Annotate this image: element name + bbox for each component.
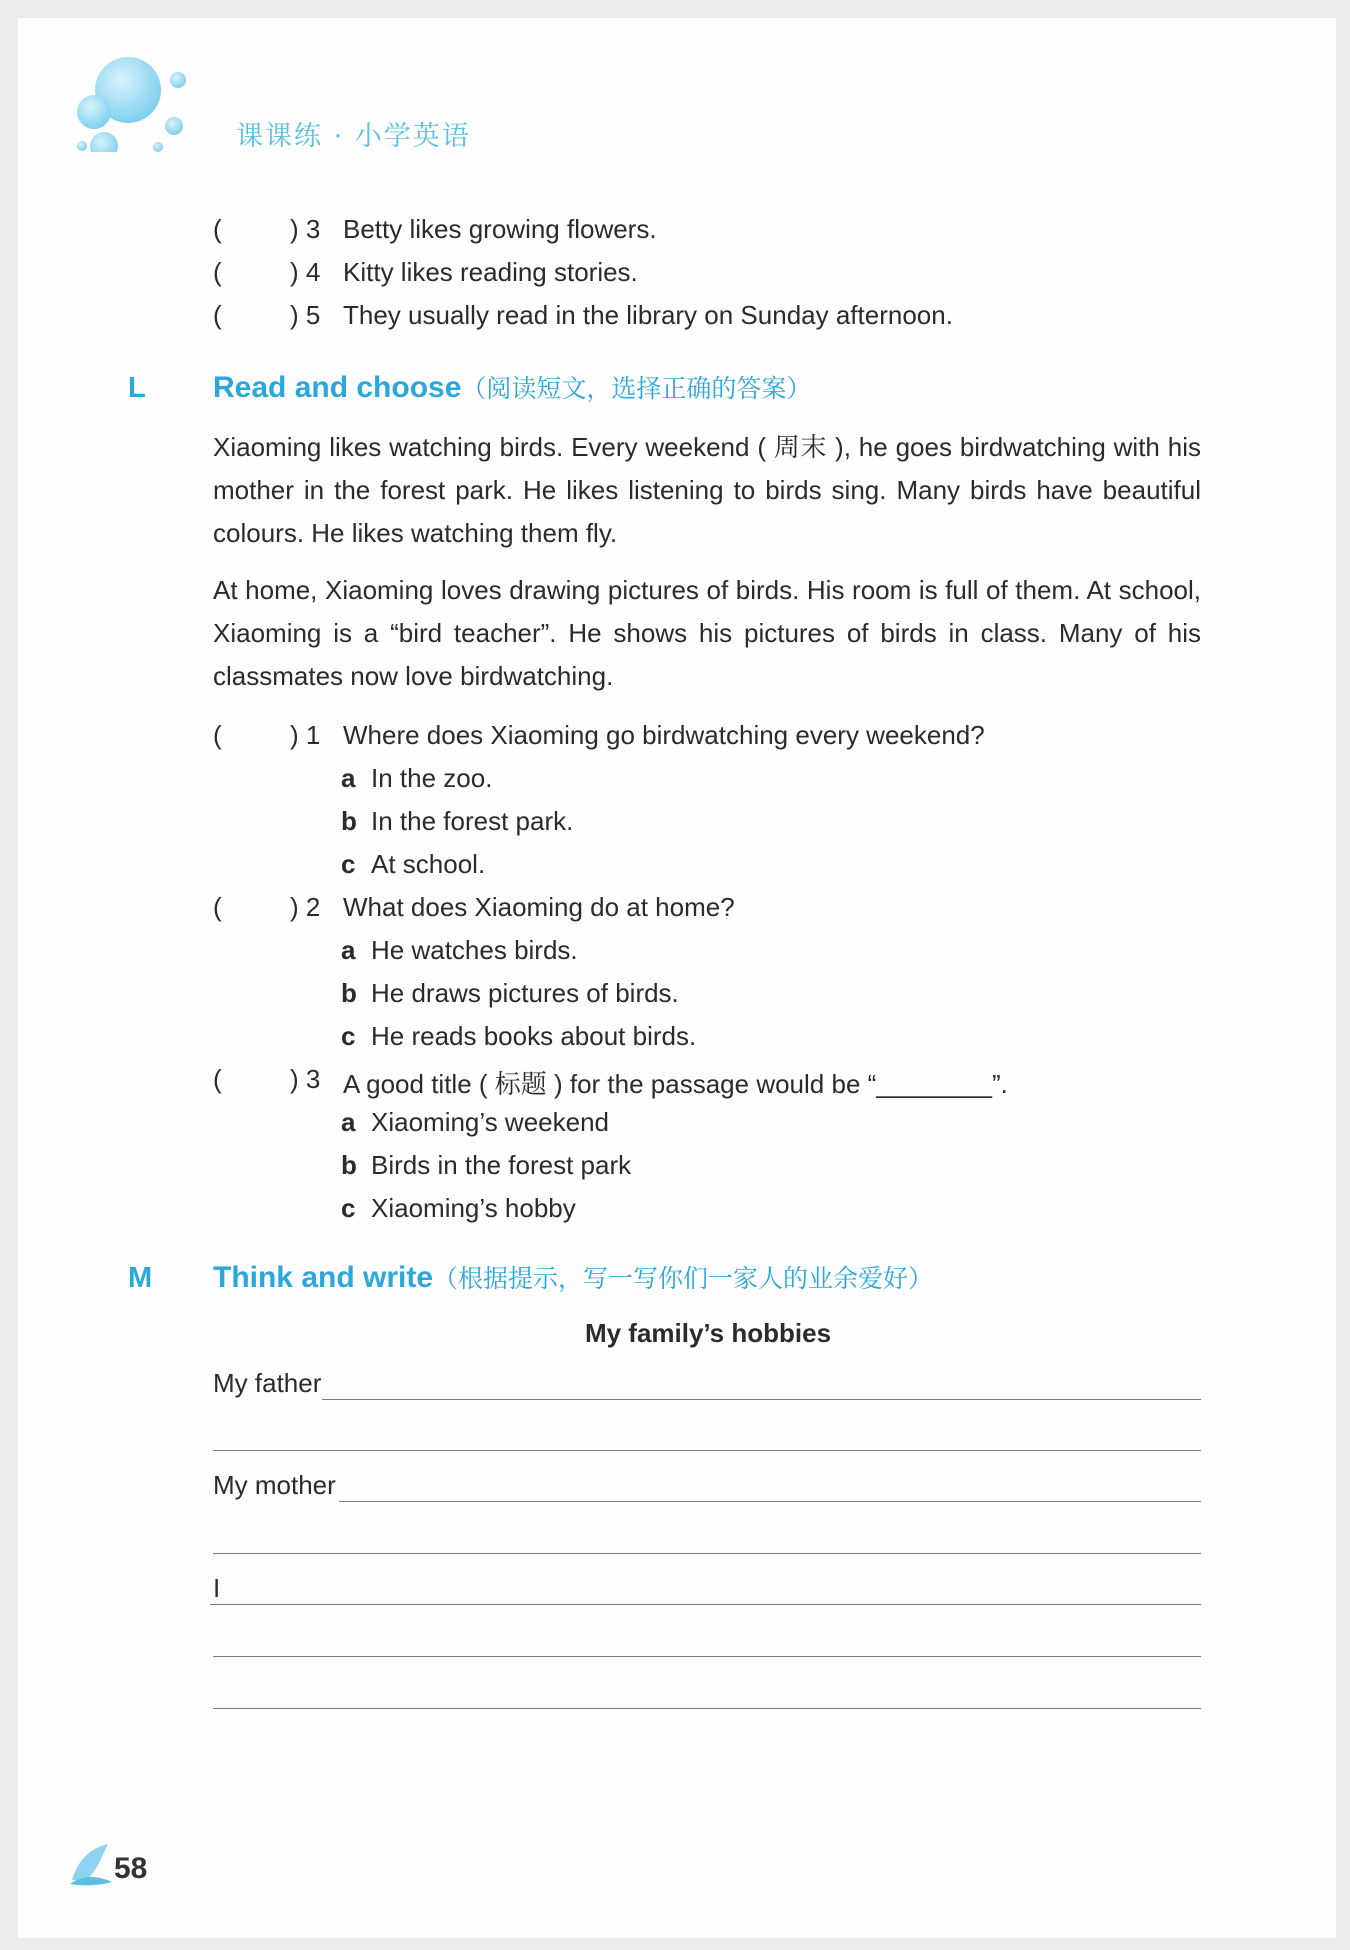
writing-title — [18, 1318, 1336, 1349]
question-text: What does Xiaoming do at home? — [343, 892, 735, 922]
question-number: ) 5 — [290, 300, 321, 330]
answer-bracket-open[interactable]: ( — [213, 257, 222, 287]
answer-bracket-open[interactable]: ( — [213, 214, 222, 244]
option-text: Xiaoming’s weekend — [371, 1107, 609, 1137]
page-number: 58 — [114, 1852, 148, 1885]
passage-paragraph-2: At home, Xiaoming loves drawing pictures of birds. His room is full of them. At school, Xiaoming is a “bird teacher”. He shows his pictures of birds in class. Many of his classmates now love birdwatching. — [213, 575, 1201, 691]
option-item[interactable] — [341, 1150, 631, 1181]
answer-bracket-open[interactable]: ( — [213, 720, 222, 750]
section-l-title-en: Read and choose — [213, 371, 462, 404]
section-l-title-cn: （阅读短文，选择正确的答案） — [461, 374, 812, 403]
option-item[interactable] — [341, 978, 679, 1009]
writing-line-father[interactable] — [322, 1399, 1201, 1400]
writing-title-text: My family’s hobbies — [584, 1318, 832, 1348]
section-letter-l: L — [128, 372, 146, 404]
option-text: Birds in the forest park — [371, 1150, 632, 1180]
question-number: ) 4 — [290, 257, 321, 287]
option-item[interactable] — [341, 1107, 609, 1138]
option-key: b — [341, 978, 357, 1008]
writing-line-i[interactable] — [210, 1604, 1201, 1605]
prompt-father: My father — [213, 1368, 322, 1398]
option-key: b — [341, 806, 357, 836]
option-key: c — [341, 849, 356, 879]
question-text: A good title ( 标题 ) for the passage would be “________”. — [343, 1069, 1008, 1099]
option-text: Xiaoming’s hobby — [371, 1193, 576, 1223]
section-m-title-cn: （根据提示，写一写你们一家人的业余爱好） — [433, 1264, 934, 1293]
statement-text: Kitty likes reading stories. — [343, 257, 638, 287]
statement-text: Betty likes growing flowers. — [343, 214, 657, 244]
question-number: ) 1 — [290, 720, 321, 750]
option-item[interactable] — [341, 849, 485, 880]
option-key: c — [341, 1193, 356, 1223]
answer-bracket-open[interactable]: ( — [213, 892, 222, 922]
option-key: c — [341, 1021, 356, 1051]
answer-bracket-open[interactable]: ( — [213, 300, 222, 330]
statement-text: They usually read in the library on Sunday afternoon. — [343, 300, 953, 330]
writing-line[interactable] — [213, 1708, 1201, 1709]
option-text: In the forest park. — [371, 806, 574, 836]
writing-line[interactable] — [213, 1656, 1201, 1657]
option-item[interactable] — [341, 1193, 576, 1224]
option-text: He draws pictures of birds. — [371, 978, 679, 1008]
leaf-decoration-icon — [68, 1840, 114, 1886]
option-text: He watches birds. — [371, 935, 578, 965]
writing-line[interactable] — [213, 1553, 1201, 1554]
question-number: ) 3 — [290, 214, 321, 244]
option-key: a — [341, 763, 356, 793]
section-letter-m: M — [128, 1262, 153, 1294]
bubbles-decoration-icon — [70, 52, 200, 152]
prompt-i: I — [213, 1573, 221, 1603]
question-number: ) 3 — [290, 1064, 321, 1094]
section-m-title — [213, 1259, 933, 1295]
answer-bracket-open[interactable]: ( — [213, 1064, 222, 1094]
workbook-page — [18, 18, 1336, 1938]
option-item[interactable] — [341, 1021, 696, 1052]
question-text: Where does Xiaoming go birdwatching every weekend? — [343, 720, 985, 750]
option-key: a — [341, 935, 356, 965]
question-number: ) 2 — [290, 892, 321, 922]
option-key: b — [341, 1150, 357, 1180]
option-key: a — [341, 1107, 356, 1137]
section-l-title — [213, 369, 811, 405]
writing-line-mother[interactable] — [339, 1501, 1201, 1502]
prompt-mother: My mother — [213, 1470, 336, 1500]
option-item[interactable] — [341, 763, 492, 794]
option-text: At school. — [371, 849, 486, 879]
book-series-title: 课课练 · 小学英语 — [236, 121, 471, 152]
writing-line[interactable] — [213, 1450, 1201, 1451]
passage-paragraph-1: Xiaoming likes watching birds. Every weekend ( 周末 ), he goes birdwatching with his mother in the forest park. He likes listening to birds sing. Many birds have beautiful colours. He likes watching them fly. — [213, 432, 1201, 548]
section-m-title-en: Think and write — [213, 1261, 434, 1294]
option-text: He reads books about birds. — [371, 1021, 697, 1051]
option-item[interactable] — [341, 806, 573, 837]
option-item[interactable] — [341, 935, 578, 966]
option-text: In the zoo. — [371, 763, 493, 793]
